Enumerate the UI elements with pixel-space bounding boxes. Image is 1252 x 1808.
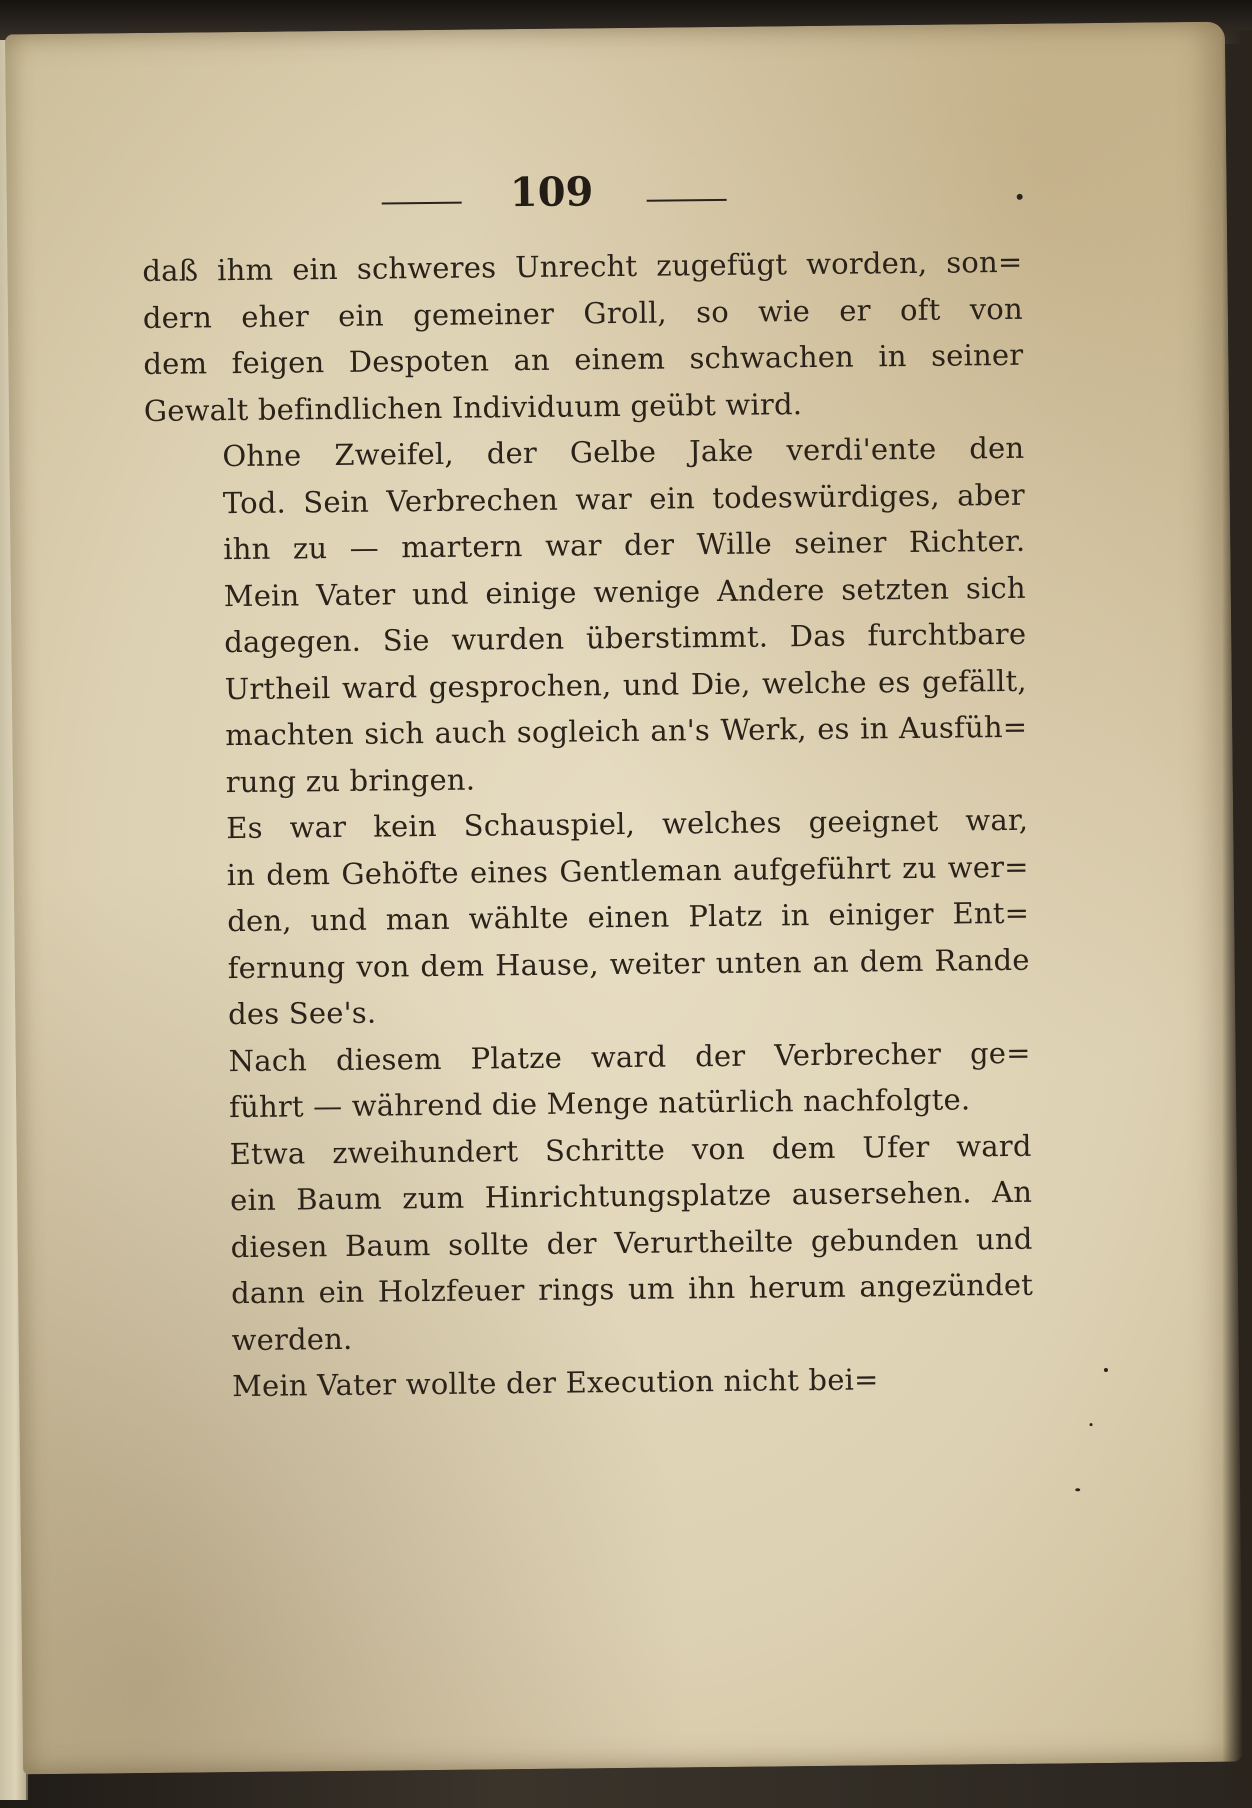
paragraph: [148, 797, 1030, 1039]
text-line: diesen Baum sollte der Verurtheilte gebunden und: [230, 1221, 1033, 1264]
text-line: dagegen. Sie wurden überstimmt. Das furchtbare: [224, 616, 1027, 660]
text-line: Mein Vater und einige wenige Andere setzten sich: [223, 570, 1026, 613]
ink-speck: [1090, 1423, 1093, 1426]
text-line: Ohne Zweifel, der Gelbe Jake verdi'ente den: [222, 430, 1025, 474]
header-rule-right: [647, 199, 727, 202]
text-line: führt — während die Menge natürlich nachfolgte.: [228, 1082, 971, 1125]
ink-speck: [1075, 1488, 1080, 1491]
text-line: daß ihm ein schweres Unrecht zugefügt worden, son=: [142, 244, 1023, 289]
text-line: Gewalt befindlichen Individuum geübt wird.: [143, 386, 803, 428]
text-line: dem feigen Despoten an einem schwachen in seiner: [143, 337, 1024, 382]
paragraph: [154, 1355, 1034, 1411]
text-line: dern eher ein gemeiner Groll, so wie er oft von: [142, 291, 1024, 335]
text-line: ein Baum zum Hinrichtungsplatze ausersehen. An: [229, 1174, 1033, 1218]
text-line: dann ein Holzfeuer rings um ihn herum angezündet: [230, 1267, 1034, 1311]
right-page-shadow: [1222, 30, 1252, 1800]
text-line: Etwa zweihundert Schritte von dem Ufer ward: [229, 1128, 1032, 1171]
ink-speck: [1017, 194, 1023, 200]
page-number: 109: [509, 168, 594, 217]
text-line: fernung von dem Hause, weiter unten an dem Rande: [227, 942, 1030, 985]
page-header: [6, 162, 1227, 235]
paragraph: [144, 425, 1028, 806]
text-line: in dem Gehöfte eines Gentleman aufgeführt zu wer=: [226, 849, 1029, 892]
text-line: Urtheil ward gesprochen, und Die, welche es gefällt,: [224, 663, 1027, 706]
text-line: des See's.: [228, 995, 377, 1032]
paragraph: [151, 1122, 1033, 1364]
text-line: Mein Vater wollte der Execution nicht bei=: [231, 1362, 879, 1404]
text-line: Nach diesem Platze ward der Verbrecher ge=: [228, 1035, 1031, 1078]
text-line: werden.: [231, 1321, 353, 1357]
header-rule-left: [382, 202, 462, 205]
text-line: Tod. Sein Verbrechen war ein todeswürdiges, aber: [222, 477, 1025, 520]
text-line: machten sich auch sogleich an's Werk, es in Ausfüh=: [225, 709, 1028, 753]
paragraph: [150, 1029, 1031, 1131]
paragraph: [142, 239, 1024, 434]
body-text: [142, 239, 1034, 1411]
ink-speck: [1104, 1368, 1108, 1372]
text-line: rung zu bringen.: [225, 762, 476, 799]
text-line: Es war kein Schauspiel, welches geeignet war,: [226, 802, 1029, 846]
text-line: den, und man wählte einen Platz in einiger Ent=: [227, 895, 1030, 939]
book-page: [5, 22, 1243, 1775]
text-line: ihn zu — martern war der Wille seiner Richter.: [223, 523, 1026, 567]
